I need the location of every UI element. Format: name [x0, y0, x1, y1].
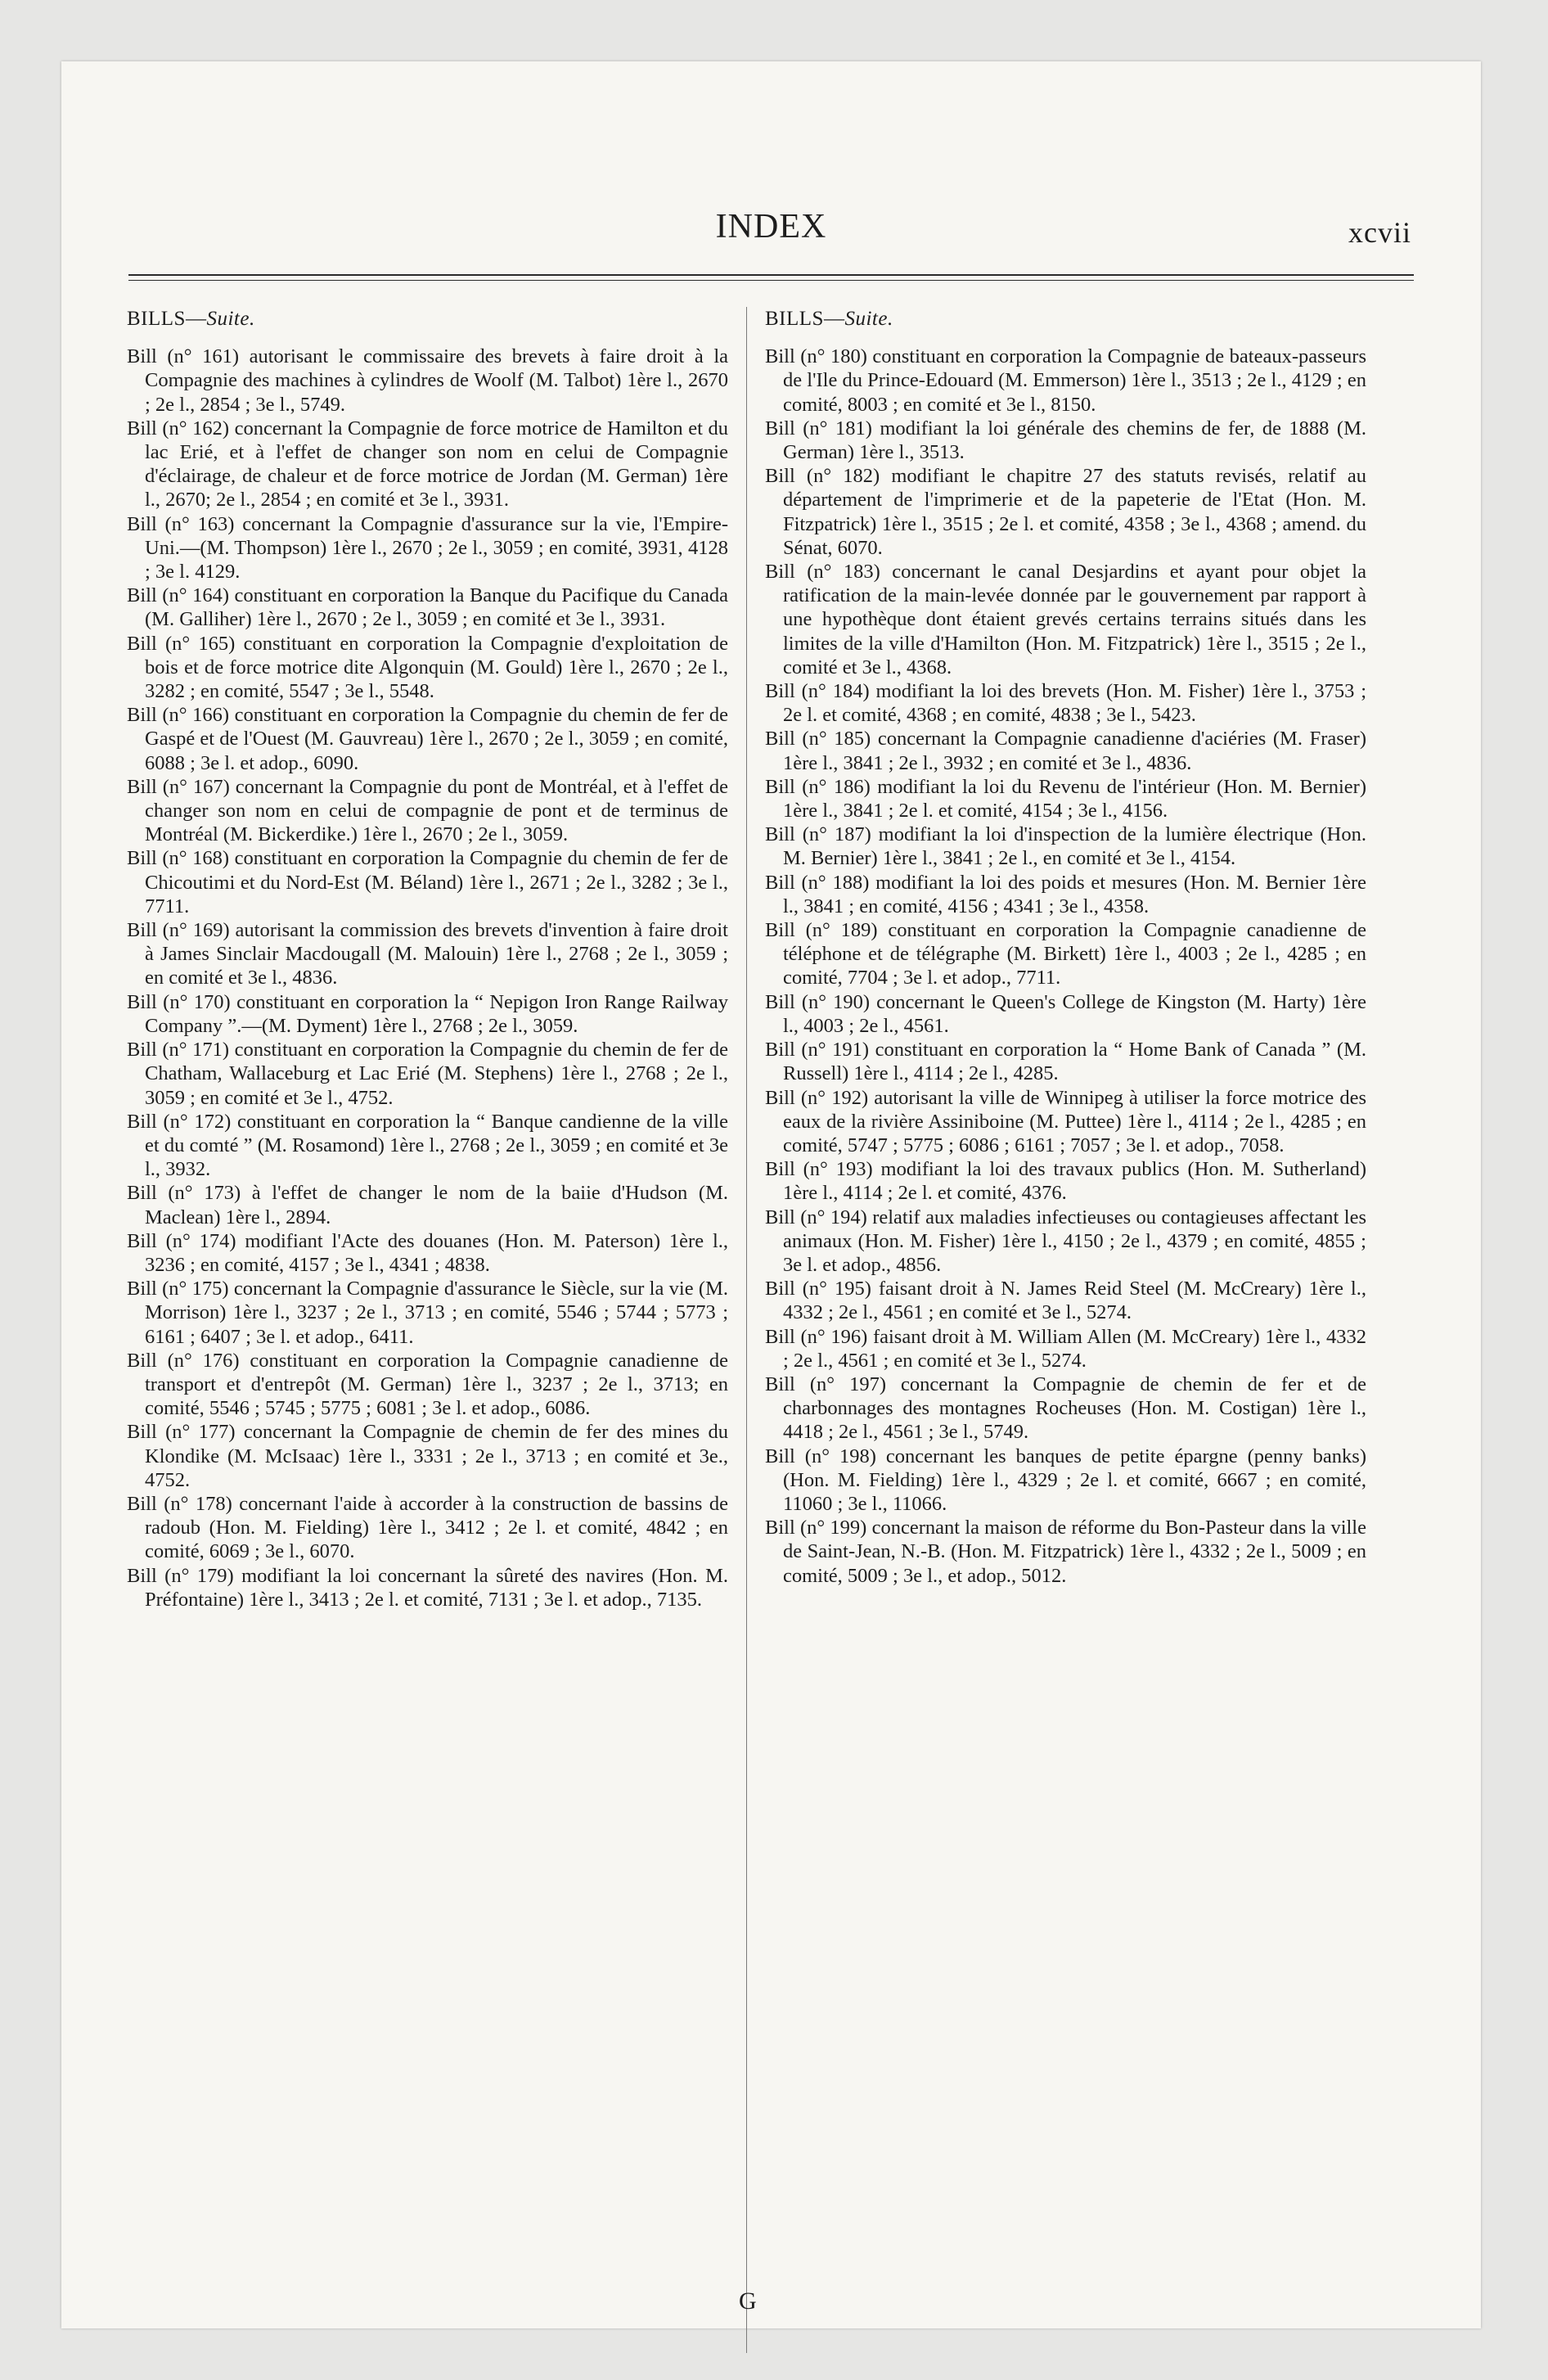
entry-list [127, 345, 728, 1611]
header-rule-thin [128, 280, 1414, 281]
entry-list [765, 345, 1366, 1588]
index-entry: Bill (n° 176) constituant en corporation la Compagnie canadienne de transport et d'entrepôt (M. German) 1ère l., 3237 ; 2e l., 3713; en comité, 5546 ; 5745 ; 5775 ; 6081 ; 3e l. et adop., 6086. [127, 1349, 728, 1420]
index-entry: Bill (n° 190) concernant le Queen's College de Kingston (M. Harty) 1ère l., 4003 ; 2e l., 4561. [765, 990, 1366, 1037]
index-entry: Bill (n° 181) modifiant la loi générale des chemins de fer, de 1888 (M. German) 1ère l., 3513. [765, 417, 1366, 464]
section-heading: BILLS—Suite. [765, 308, 893, 330]
signature-mark: G [739, 2288, 757, 2315]
index-entry: Bill (n° 161) autorisant le commissaire des brevets à faire droit à la Compagnie des machines à cylindres de Woolf (M. Talbot) 1ère l., 2670 ; 2e l., 2854 ; 3e l., 5749. [127, 345, 728, 416]
column-divider [746, 307, 747, 2353]
index-entry: Bill (n° 172) constituant en corporation la “ Banque candienne de la ville et du comté ” (M. Rosamond) 1ère l., 2768 ; 2e l., 3059 ; en comité et 3e l., 3932. [127, 1110, 728, 1181]
index-entry: Bill (n° 196) faisant droit à M. William Allen (M. McCreary) 1ère l., 4332 ; 2e l., 4561 ; en comité et 3e l., 5274. [765, 1325, 1366, 1372]
page-title: INDEX [715, 208, 827, 246]
right-column [765, 307, 1366, 1588]
header-rule [128, 274, 1414, 276]
section-heading: BILLS—Suite. [127, 308, 255, 330]
index-entry: Bill (n° 194) relatif aux maladies infectieuses ou contagieuses affectant les animaux (Hon. M. Fisher) 1ère l., 4150 ; 2e l., 4379 ; en comité, 4855 ; 3e l. et adop., 4856. [765, 1206, 1366, 1276]
index-entry: Bill (n° 185) concernant la Compagnie canadienne d'aciéries (M. Fraser) 1ère l., 3841 ; 2e l., 3932 ; en comité et 3e l., 4836. [765, 728, 1366, 774]
index-entry: Bill (n° 175) concernant la Compagnie d'assurance le Siècle, sur la vie (M. Morrison) 1ère l., 3237 ; 2e l., 3713 ; en comité, 5546 ; 5744 ; 5773 ; 6161 ; 6407 ; 3e l. et adop., 6411. [127, 1278, 728, 1348]
index-entry: Bill (n° 187) modifiant la loi d'inspection de la lumière électrique (Hon. M. Bernier) 1ère l., 3841 ; 2e l., en comité et 3e l., 4154. [765, 823, 1366, 870]
index-entry: Bill (n° 179) modifiant la loi concernant la sûreté des navires (Hon. M. Préfontaine) 1ère l., 3413 ; 2e l. et comité, 7131 ; 3e l. et adop., 7135. [127, 1564, 728, 1611]
index-entry: Bill (n° 183) concernant le canal Desjardins et ayant pour objet la ratification de la main-levée donnée par le gouvernement par rapport à une hypothèque dont étaient grevés certains terrains situés dans les limites de la ville d'Hamilton (Hon. M. Fitzpatrick) 1ère l., 3515 ; 2e l., comité et 3e l., 4368. [765, 561, 1366, 678]
index-entry: Bill (n° 177) concernant la Compagnie de chemin de fer des mines du Klondike (M. McIsaac) 1ère l., 3331 ; 2e l., 3713 ; en comité et 3e., 4752. [127, 1421, 728, 1491]
index-entry: Bill (n° 193) modifiant la loi des travaux publics (Hon. M. Sutherland) 1ère l., 4114 ; 2e l. et comité, 4376. [765, 1158, 1366, 1205]
index-entry: Bill (n° 197) concernant la Compagnie de chemin de fer et de charbonnages des montagnes Rocheuses (Hon. M. Costigan) 1ère l., 4418 ; 2e l., 4561 ; 3e l., 5749. [765, 1373, 1366, 1444]
index-entry: Bill (n° 195) faisant droit à N. James Reid Steel (M. McCreary) 1ère l., 4332 ; 2e l., 4561 ; en comité et 3e l., 5274. [765, 1278, 1366, 1324]
index-entry: Bill (n° 165) constituant en corporation la Compagnie d'exploitation de bois et de force motrice dite Algonquin (M. Gould) 1ère l., 2670 ; 2e l., 3282 ; en comité, 5547 ; 3e l., 5548. [127, 632, 728, 703]
index-entry: Bill (n° 192) autorisant la ville de Winnipeg à utiliser la force motrice des eaux de la rivière Assiniboine (M. Puttee) 1ère l., 4114 ; 2e l., 4285 ; en comité, 5747 ; 5775 ; 6086 ; 6161 ; 7057 ; 3e l. et adop., 7058. [765, 1086, 1366, 1156]
index-entry: Bill (n° 171) constituant en corporation la Compagnie du chemin de fer de Chatham, Wallaceburg et Lac Erié (M. Stephens) 1ère l., 2768 ; 2e l., 3059 ; en comité et 3e l., 4752. [127, 1039, 728, 1109]
index-entry: Bill (n° 169) autorisant la commission des brevets d'invention à faire droit à James Sinclair Macdougall (M. Malouin) 1ère l., 2768 ; 2e l., 3059 ; en comité et 3e l., 4836. [127, 919, 728, 989]
index-entry: Bill (n° 162) concernant la Compagnie de force motrice de Hamilton et du lac Erié, et à l'effet de changer son nom en celui de Compagnie d'éclairage, de chaleur et de force motrice de Jordan (M. German) 1ère l., 2670; 2e l., 2854 ; en comité et 3e l., 3931. [127, 417, 728, 512]
index-entry: Bill (n° 184) modifiant la loi des brevets (Hon. M. Fisher) 1ère l., 3753 ; 2e l. et comité, 4368 ; en comité, 4838 ; 3e l., 5423. [765, 680, 1366, 727]
index-entry: Bill (n° 189) constituant en corporation la Compagnie canadienne de téléphone et de télégraphe (M. Birkett) 1ère l., 4003 ; 2e l., 4285 ; en comité, 7704 ; 3e l. et adop., 7711. [765, 919, 1366, 989]
index-entry: Bill (n° 199) concernant la maison de réforme du Bon-Pasteur dans la ville de Saint-Jean, N.-B. (Hon. M. Fitzpatrick) 1ère l., 4332 ; 2e l., 5009 ; en comité, 5009 ; 3e l., et adop., 5012. [765, 1517, 1366, 1587]
index-entry: Bill (n° 174) modifiant l'Acte des douanes (Hon. M. Paterson) 1ère l., 3236 ; en comité, 4157 ; 3e l., 4341 ; 4838. [127, 1229, 728, 1276]
index-entry: Bill (n° 182) modifiant le chapitre 27 des statuts revisés, relatif au département de l'imprimerie et de la papeterie de l'Etat (Hon. M. Fitzpatrick) 1ère l., 3515 ; 2e l. et comité, 4358 ; 3e l., 4368 ; amend. du Sénat, 6070. [765, 465, 1366, 559]
index-entry: Bill (n° 191) constituant en corporation la “ Home Bank of Canada ” (M. Russell) 1ère l., 4114 ; 2e l., 4285. [765, 1039, 1366, 1085]
index-entry: Bill (n° 164) constituant en corporation la Banque du Pacifique du Canada (M. Galliher) 1ère l., 2670 ; 2e l., 3059 ; en comité et 3e l., 3931. [127, 584, 728, 631]
index-entry: Bill (n° 170) constituant en corporation la “ Nepigon Iron Range Railway Company ”.—(M. Dyment) 1ère l., 2768 ; 2e l., 3059. [127, 990, 728, 1037]
index-entry: Bill (n° 163) concernant la Compagnie d'assurance sur la vie, l'Empire-Uni.—(M. Thompson) 1ère l., 2670 ; 2e l., 3059 ; en comité, 3931, 4128 ; 3e l. 4129. [127, 512, 728, 584]
index-entry: Bill (n° 167) concernant la Compagnie du pont de Montréal, et à l'effet de changer son nom en celui de compagnie de pont et de terminus de Montréal (M. Bickerdike.) 1ère l., 2670 ; 2e l., 3059. [127, 775, 728, 846]
index-entry: Bill (n° 180) constituant en corporation la Compagnie de bateaux-passeurs de l'Ile du Prince-Edouard (M. Emmerson) 1ère l., 3513 ; 2e l., 4129 ; en comité, 8003 ; en comité et 3e l., 8150. [765, 345, 1366, 416]
index-entry: Bill (n° 173) à l'effet de changer le nom de la baiie d'Hudson (M. Maclean) 1ère l., 2894. [127, 1182, 728, 1228]
index-entry: Bill (n° 168) constituant en corporation la Compagnie du chemin de fer de Chicoutimi et du Nord-Est (M. Béland) 1ère l., 2671 ; 2e l., 3282 ; 3e l., 7711. [127, 847, 728, 917]
index-entry: Bill (n° 198) concernant les banques de petite épargne (penny banks) (Hon. M. Fielding) 1ère l., 4329 ; 2e l. et comité, 6667 ; en comité, 11060 ; 3e l., 11066. [765, 1445, 1366, 1515]
index-page [61, 61, 1481, 2328]
index-entry: Bill (n° 188) modifiant la loi des poids et mesures (Hon. M. Bernier 1ère l., 3841 ; en comité, 4156 ; 4341 ; 3e l., 4358. [765, 871, 1366, 917]
index-entry: Bill (n° 178) concernant l'aide à accorder à la construction de bassins de radoub (Hon. M. Fielding) 1ère l., 3412 ; 2e l. et comité, 4842 ; en comité, 6069 ; 3e l., 6070. [127, 1492, 728, 1563]
index-entry: Bill (n° 166) constituant en corporation la Compagnie du chemin de fer de Gaspé et de l'Ouest (M. Gauvreau) 1ère l., 2670 ; 2e l., 3059 ; en comité, 6088 ; 3e l. et adop., 6090. [127, 704, 728, 774]
page-number: xcvii [1348, 216, 1411, 249]
left-column [127, 307, 728, 1611]
index-entry: Bill (n° 186) modifiant la loi du Revenu de l'intérieur (Hon. M. Bernier) 1ère l., 3841 ; 2e l. et comité, 4154 ; 3e l., 4156. [765, 775, 1366, 823]
